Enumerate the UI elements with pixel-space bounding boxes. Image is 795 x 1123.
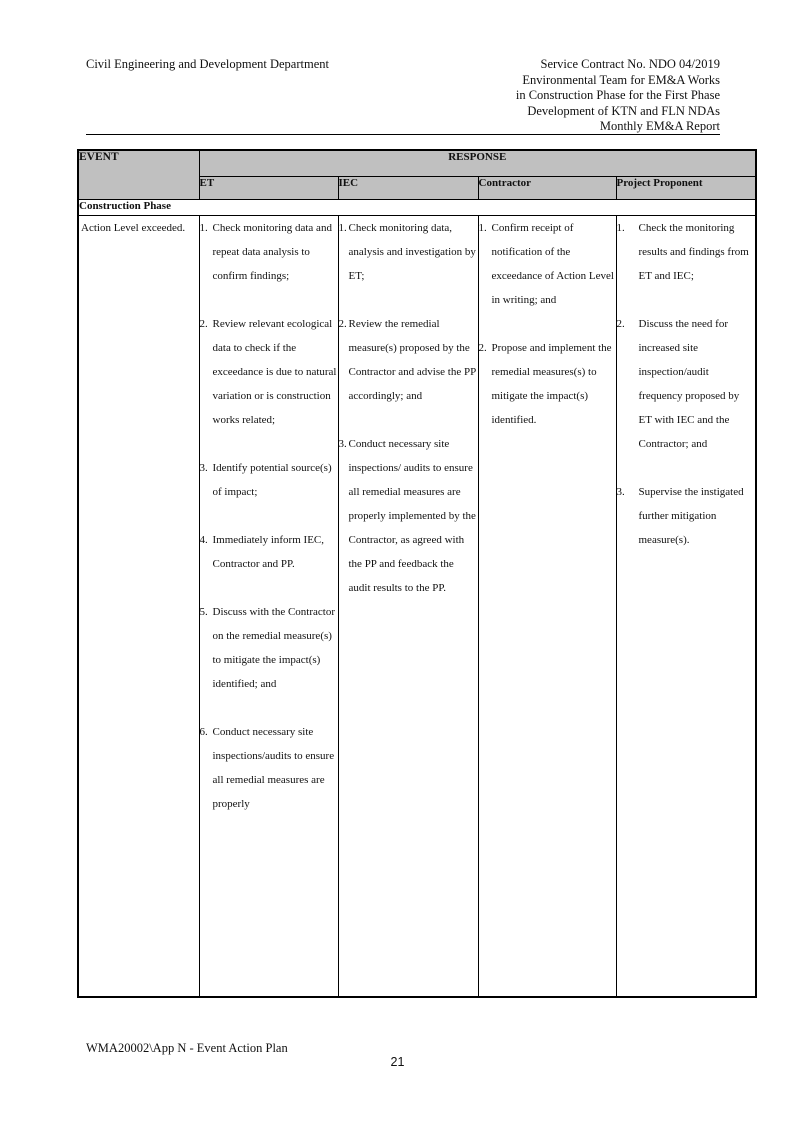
event-column-header: EVENT — [78, 150, 199, 200]
item-number: 2. — [478, 342, 487, 354]
header-line: Development of KTN and FLN NDAs — [527, 103, 720, 118]
item-number: 3. — [616, 486, 625, 498]
header-line: in Construction Phase for the First Phase — [515, 88, 720, 103]
col-header-contractor: Contractor — [478, 177, 616, 200]
header-line: Environmental Team for EM&A Works — [522, 72, 720, 87]
item-number: 4. — [199, 534, 208, 546]
item-text: Check monitoring data and repeat data analysis to confirm findings; — [212, 222, 332, 282]
item-number: 2. — [616, 318, 625, 330]
item-text: Propose and implement the remedial measures(s) to mitigate the impact(s) identified. — [491, 342, 612, 426]
list-item — [479, 216, 616, 312]
header-line: Monthly EM&A Report — [599, 119, 720, 134]
col-header-et: ET — [199, 177, 338, 200]
list-item — [339, 216, 478, 288]
header-department: Civil Engineering and Development Department — [86, 57, 329, 71]
table-row — [78, 216, 756, 998]
col-header-iec: IEC — [338, 177, 478, 200]
contractor-cell — [478, 216, 616, 998]
list-item — [479, 336, 616, 432]
item-number: 3. — [199, 462, 208, 474]
list-item — [617, 480, 756, 552]
response-column-header: RESPONSE — [199, 150, 756, 177]
item-text: Check monitoring data, analysis and investigation by ET; — [348, 222, 476, 282]
iec-cell — [338, 216, 478, 998]
et-cell — [199, 216, 338, 998]
list-item — [200, 216, 338, 288]
item-text: Check the monitoring results and findings from ET and IEC; — [638, 222, 749, 282]
item-text: Discuss the need for increased site inspection/audit frequency proposed by ET with IEC and the Contractor; and — [638, 318, 740, 450]
page-number: 21 — [390, 1055, 405, 1069]
col-header-project-proponent: Project Proponent — [616, 177, 756, 200]
contractor-action-list — [479, 216, 616, 432]
iec-action-list — [339, 216, 478, 600]
pp-action-list — [617, 216, 756, 552]
header-divider — [86, 134, 720, 135]
list-item — [200, 528, 338, 576]
list-item — [200, 312, 338, 432]
list-item — [617, 312, 756, 456]
item-text: Review relevant ecological data to check if the exceedance is due to natural variation or is construction works related; — [212, 318, 337, 426]
item-number: 6. — [199, 726, 208, 738]
item-text: Conduct necessary site inspections/ audits to ensure all remedial measures are properly implemented by the Contractor, as agreed with the PP and feedback the audit results to the PP. — [348, 438, 476, 594]
item-number: 2. — [199, 318, 208, 330]
item-text: Discuss with the Contractor on the remedial measure(s) to mitigate the impact(s) identified; and — [212, 606, 336, 690]
list-item — [339, 312, 478, 408]
pp-cell — [616, 216, 756, 998]
list-item — [200, 720, 338, 816]
et-action-list — [200, 216, 338, 816]
item-text: Identify potential source(s) of impact; — [212, 462, 332, 498]
event-action-plan-table — [77, 149, 757, 998]
item-number: 3. — [338, 438, 347, 450]
item-number: 2. — [338, 318, 347, 330]
event-cell — [78, 216, 199, 998]
header-contract-info — [516, 57, 720, 135]
item-text: Confirm receipt of notification of the exceedance of Action Level in writing; and — [491, 222, 614, 306]
header-line: Service Contract No. NDO 04/2019 — [540, 57, 720, 71]
item-text: Review the remedial measure(s) proposed by the Contractor and advise the PP accordingly; and — [348, 318, 476, 402]
item-number: 5. — [199, 606, 208, 618]
footer-doc-ref: WMA20002\App N - Event Action Plan — [86, 1041, 288, 1055]
item-text: Immediately inform IEC, Contractor and PP. — [212, 534, 324, 570]
item-number: 1. — [199, 222, 208, 234]
item-number: 1. — [616, 222, 625, 234]
item-number: 1. — [478, 222, 487, 234]
event-text: Action Level exceeded. — [81, 222, 186, 234]
list-item — [617, 216, 756, 288]
list-item — [339, 432, 478, 600]
item-text: Conduct necessary site inspections/audits to ensure all remedial measures are properly — [212, 726, 335, 810]
item-text: Supervise the instigated further mitigation measure(s). — [638, 486, 744, 546]
list-item — [200, 456, 338, 504]
list-item — [200, 600, 338, 696]
phase-row: Construction Phase — [78, 200, 756, 216]
item-number: 1. — [338, 222, 347, 234]
